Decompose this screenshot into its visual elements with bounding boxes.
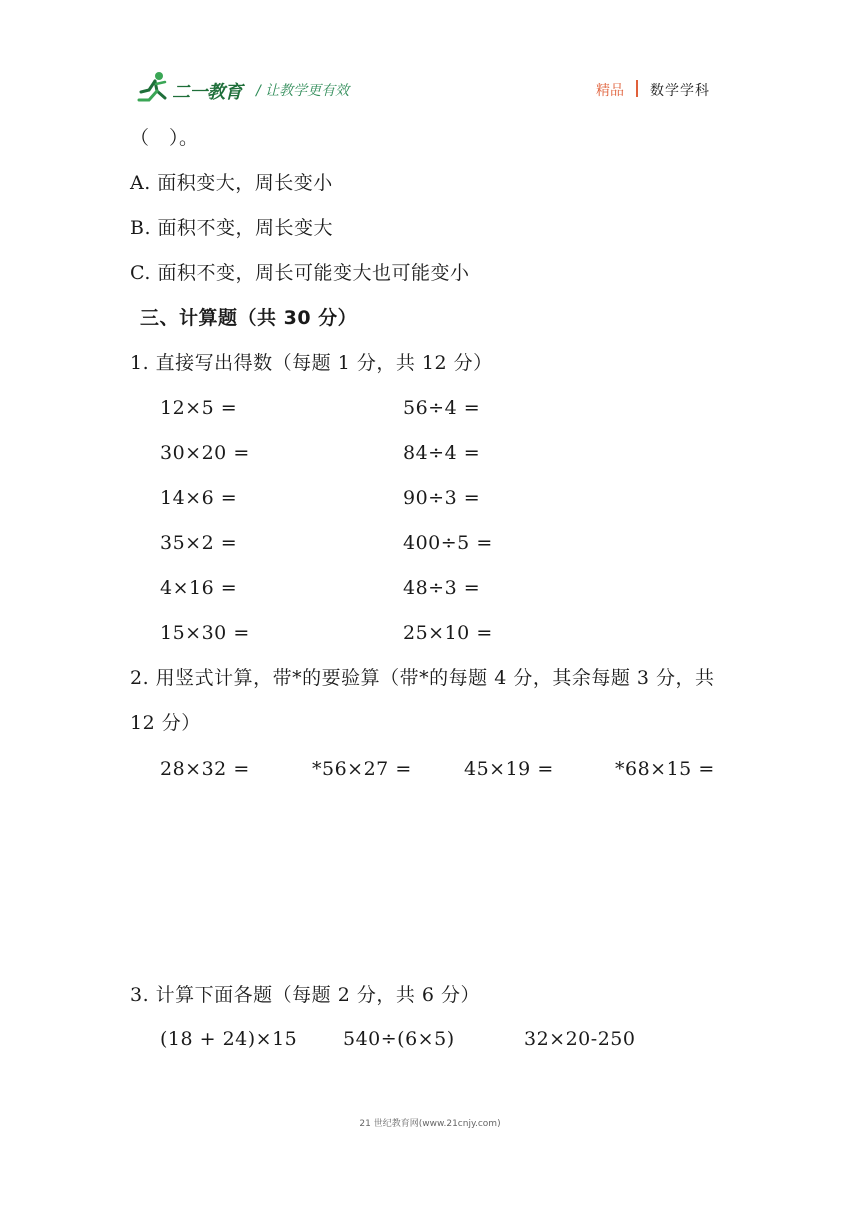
option-c: C. 面积不变，周长可能变大也可能变小: [130, 262, 470, 284]
q1-right-2: 84÷4 =: [403, 442, 481, 464]
q2-item-3: 45×19 =: [464, 758, 554, 780]
q2-item-2: *56×27 =: [312, 758, 412, 780]
q1-left-1: 12×5 =: [160, 397, 238, 419]
quality-label: 精品: [596, 83, 624, 99]
footer-source: 21 世纪教育网(www.21cnjy.com): [359, 1119, 501, 1129]
q1-left-4: 35×2 =: [160, 532, 238, 554]
q1-right-1: 56÷4 =: [403, 397, 481, 419]
q1-right-4: 400÷5 =: [403, 532, 493, 554]
option-b: B. 面积不变，周长变大: [130, 217, 334, 239]
header-divider: [636, 80, 638, 97]
option-a: A. 面积变大，周长变小: [130, 172, 333, 194]
q1-left-5: 4×16 =: [160, 577, 238, 599]
subject-label: 数学学科: [650, 83, 710, 99]
q1-right-3: 90÷3 =: [403, 487, 481, 509]
q1-left-2: 30×20 =: [160, 442, 250, 464]
q1-right-6: 25×10 =: [403, 622, 493, 644]
q1-label: 1. 直接写出得数（每题 1 分，共 12 分）: [130, 352, 493, 374]
q2-label-line1: 2. 用竖式计算，带*的要验算（带*的每题 4 分，其余每题 3 分，共: [130, 667, 715, 689]
brand-name: 二一教育: [172, 82, 242, 103]
question-tail: （ ）。: [130, 127, 199, 149]
q1-left-6: 15×30 =: [160, 622, 250, 644]
q3-item-2: 540÷(6×5): [343, 1028, 455, 1050]
q2-label-line2: 12 分）: [130, 712, 201, 734]
logo-runner-icon: [135, 70, 175, 106]
q1-left-3: 14×6 =: [160, 487, 238, 509]
q3-item-1: (18 + 24)×15: [160, 1028, 298, 1050]
q3-label: 3. 计算下面各题（每题 2 分，共 6 分）: [130, 984, 481, 1006]
q1-right-5: 48÷3 =: [403, 577, 481, 599]
q2-item-1: 28×32 =: [160, 758, 250, 780]
slogan: / 让教学更有效: [256, 83, 350, 99]
section-title: 三、计算题（共 30 分）: [140, 307, 358, 329]
q3-item-3: 32×20-250: [524, 1028, 636, 1050]
q2-item-4: *68×15 =: [615, 758, 715, 780]
